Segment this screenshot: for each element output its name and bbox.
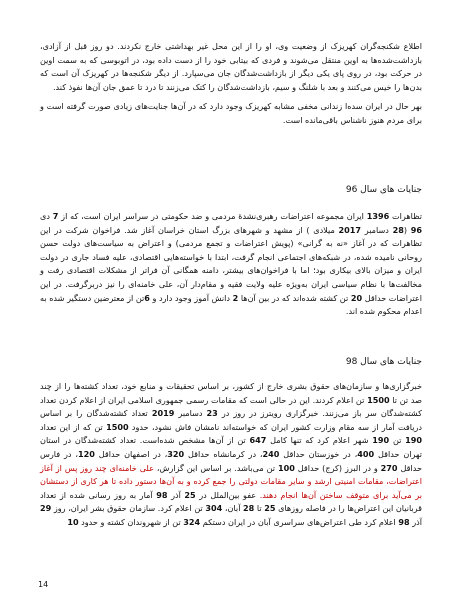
section-96-paragraph: تظاهرات 1396 ایران مجموعه اعتراضات رهبری‌نشدهٔ مردمی و ضد حکومتی در سراسر ایران است، که از 7 دی 96 (28 دسامبر 2017 میلادی ) از مشهد و شهرهای بزرگ استان خراسان آغاز شد. فراخوان شرکت در این تظاهرات که در آغاز «نه به گرانی» (پویش اعتراضات و تجمع مردمی) و اعتراض به سیاست‌های دولت حسن روحانی نامیده شده، در شبکه‌های اجتماعی انجام گرفت، ابتدا با خواسته‌هایی اقتصادی، علیه فساد جاری در دولت ایران و میزان بالای بیکاری بود؛ اما با فراخوان‌های بیشتر، دامنه همگانی آن فراتر از مشکلات اقتصادی رفت و مخالفت‌ها با نظام سیاسی ایران به‌ویژه علیه ولایت فقیه و مقام‌دار آن، علی خامنه‌ای را نیز دربرگرفت. در این اعتراضات حداقل 20 تن کشته شده‌اند که در بین آن‌ها 2 دانش آموز وجود دارد و 6تن از معترضین دستگیر شده به اعدام محکوم شده اند. — [40, 211, 423, 317]
section-98-heading: جنایات های سال 98 — [345, 357, 422, 367]
highlighted-statement: علی خامنه‌ای چند روز پس از آغاز اعتراضات، مقامات امنیتی ارشد و سایر مقامات دولتی را جمع کرده و به آن‌ها دستور داده تا هر کاری از دستشان بر می‌آید برای متوقف ساختن آن‌ها انجام دهند. — [40, 462, 422, 500]
intro-paragraph-1: اطلاع شکنجه‌گران کهریزک از وضعیت وی، او را از این محل غیر بهداشتی خارج نکردند. دو روز قبل از آزادی، بازداشت‌شده‌ها به اوین منتقل می‌شوند و فردی که بیتابی خود را از دست داده بود، در اتوبوسی که به سمت اوین در حرکت بود، در روی پای یکی دیگر از بازداشت‌شدگان جان می‌سپارد. از دیگر شکنجه‌ها در کهریزک آن است که بدن‌ها را خیس می‌کنند و بعد با شلنگ و سیم، بازداشت‌شدگان را کتک می‌زنند تا درد تا عمق جان آن‌ها نفوذ کند. — [40, 41, 422, 92]
page-number: 14 — [38, 580, 49, 589]
section-98-paragraph: خبرگزاری‌ها و سازمان‌های حقوق بشری خارج از کشور، بر اساس تحقیقات و منابع خود، تعداد کشته‌ها را از چند صد تن تا 1500 تن اعلام کردند. این در حالی است که مقامات رسمی جمهوری اسلامی ایران از اعلام کردن تعداد کشته‌شدگان سر باز می‌زنند. خبرگزاری رویترز در روز در 23 دسامبر 2019 تعداد کشته‌شدگان را بر اساس دریافت آمار از سه مقام وزارت کشور ایران که خواسته‌اند نامشان فاش نشود، حدود 1500 تن که از این تعداد 190 تن 190 شهر اعلام کرد که تنها کامل 647 تن از آن‌ها مشخص شده‌است. تعداد کشته‌شدگان در استان تهران حداقل 400، در خوزستان حداقل 240، در کرمانشاه حداقل 320، در اصفهان حداقل 120، در فارس حداقل 270 و در البرز (کرج) حداقل 100 تن می‌باشد. بر اساس این گزارش، علی خامنه‌ای چند روز پس از آغاز اعتراضات، مقامات امنیتی ارشد و سایر مقامات دولتی را جمع کرده و به آن‌ها دستور داده تا هر کاری از دستشان بر می‌آید برای متوقف ساختن آن‌ها انجام دهند. عفو بین‌الملل در 25 آذر 98 آمار به روز رسانی شده از تعداد قربانیان این اعتراض‌ها را در فاصله روزهای 25 تا 28 آبان، 304 تن اعلام کرد. سازمان حقوق بشر ایران، روز 29 آذر 98 اعلام کرد طی اعتراض‌های سراسری آبان در ایران دستکم 324 تن از شهروندان کشته و حدود 10 — [40, 381, 423, 527]
section-98-body — [40, 380, 422, 530]
intro-block — [40, 40, 422, 128]
section-96-heading: جنایات های سال 96 — [345, 185, 422, 195]
intro-paragraph-2: بهر حال در ایران سده‌ا زندانی مخفی مشابه کهریزک وجود دارد که در آن‌ها جنایت‌های زیادی صورت گرفته است و برای مردم هنوز ناشناس باقی‌مانده است. — [40, 101, 422, 125]
section-96-body — [40, 210, 422, 319]
